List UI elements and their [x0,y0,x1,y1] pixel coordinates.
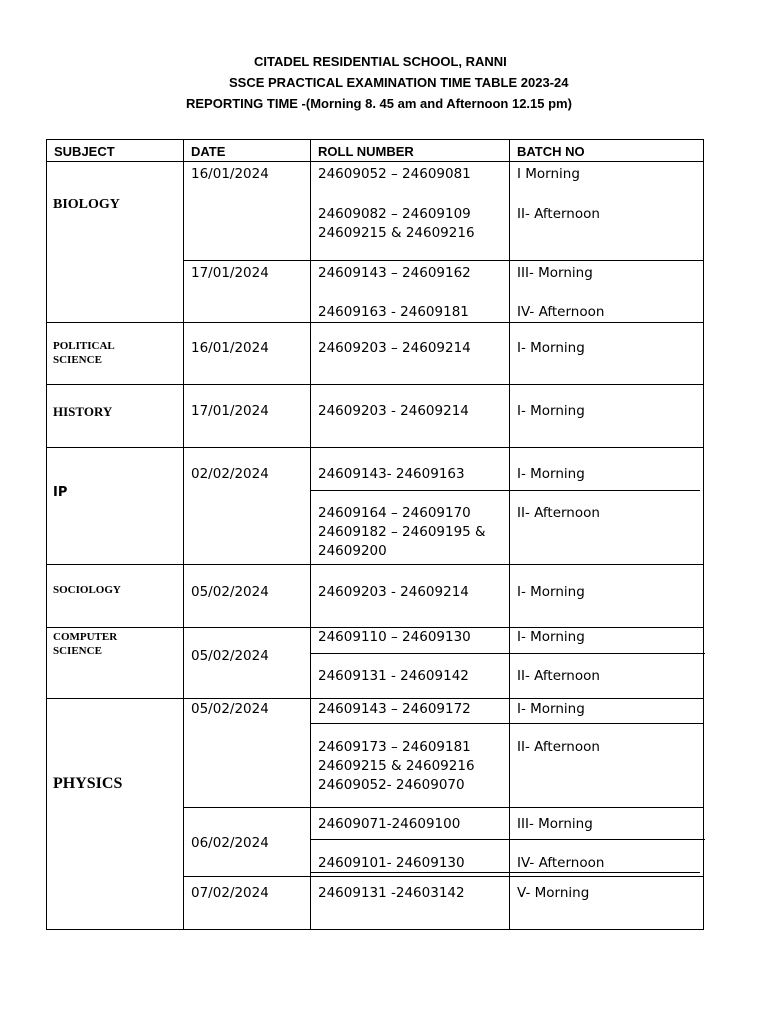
batch-value: I- Morning [517,403,585,419]
col-header-roll-number: ROLL NUMBER [311,140,510,162]
date-cell [184,877,311,930]
roll-value: 24609173 – 24609181 [318,739,471,755]
roll-cell [311,699,510,808]
roll-cell [311,385,510,448]
table-row [47,628,704,699]
date-value: 16/01/2024 [191,166,269,182]
batch-cell [510,699,704,808]
roll-value: 24609131 -24603142 [318,885,465,901]
batch-cell [510,385,704,448]
date-value: 16/01/2024 [191,340,269,356]
roll-cell [311,877,510,930]
roll-value: 24609182 – 24609195 & [318,524,486,540]
batch-value: I- Morning [517,340,585,356]
date-value: 17/01/2024 [191,403,269,419]
subject-label: SCIENCE [53,645,102,657]
batch-value: I Morning [517,166,580,182]
batch-value: II- Afternoon [517,505,600,521]
roll-value: 24609203 – 24609214 [318,340,471,356]
batch-cell [510,261,704,323]
date-cell [184,261,311,323]
date-cell [184,699,311,808]
roll-value: 24609052- 24609070 [318,777,465,793]
subject-cell [47,323,184,385]
date-cell [184,323,311,385]
roll-value: 24609131 - 24609142 [318,668,469,684]
subject-label: BIOLOGY [53,197,120,212]
document-title: SSCE PRACTICAL EXAMINATION TIME TABLE 2023-24 [229,75,569,90]
date-cell [184,808,311,877]
roll-value: 24609101- 24609130 [318,855,465,871]
physics-batch-divider-1 [310,723,703,724]
date-cell [184,385,311,448]
roll-value: 24609215 & 24609216 [318,758,475,774]
roll-value: 24609082 – 24609109 [318,206,471,222]
roll-cell [311,565,510,628]
batch-cell [510,628,704,699]
batch-value: I- Morning [517,584,585,600]
roll-cell [311,448,510,565]
date-value: 17/01/2024 [191,265,269,281]
col-header-batch-no: BATCH NO [510,140,704,162]
roll-value: 24609143- 24609163 [318,466,465,482]
roll-value: 24609200 [318,543,387,559]
batch-cell [510,448,704,565]
roll-value: 24609071-24609100 [318,816,461,832]
batch-value: IV- Afternoon [517,855,605,871]
date-value: 05/02/2024 [191,701,269,717]
header-row [47,140,704,162]
subject-label: SCIENCE [53,354,102,366]
roll-cell [311,323,510,385]
subject-cell [47,699,184,930]
batch-value: V- Morning [517,885,590,901]
date-cell [184,565,311,628]
col-header-date: DATE [184,140,311,162]
reporting-time: REPORTING TIME -(Morning 8. 45 am and Afternoon 12.15 pm) [186,96,572,111]
date-cell [184,628,311,699]
roll-cell [311,628,510,699]
roll-value: 24609163 - 24609181 [318,304,469,320]
date-value: 05/02/2024 [191,648,269,664]
roll-value: 24609164 – 24609170 [318,505,471,521]
batch-value: I- Morning [517,701,585,717]
subject-cell [47,162,184,323]
roll-value: 24609203 - 24609214 [318,584,469,600]
table-row [47,323,704,385]
batch-value: I- Morning [517,466,585,482]
subject-label: HISTORY [53,404,113,419]
date-value: 07/02/2024 [191,885,269,901]
date-value: 06/02/2024 [191,835,269,851]
subject-cell [47,565,184,628]
table-row [47,385,704,448]
roll-value: 24609203 - 24609214 [318,403,469,419]
subject-label: SOCIOLOGY [53,584,121,596]
batch-value: II- Afternoon [517,739,600,755]
table-row [47,565,704,628]
roll-cell [311,162,510,261]
batch-value: III- Morning [517,265,593,281]
batch-cell [510,323,704,385]
roll-value: 24609143 – 24609172 [318,701,471,717]
subject-label: IP [53,485,68,500]
table-row [47,699,704,808]
subject-cell [47,385,184,448]
batch-value: II- Afternoon [517,668,600,684]
roll-cell [311,261,510,323]
batch-value: IV- Afternoon [517,304,605,320]
timetable [46,139,704,930]
batch-cell [510,808,704,877]
ip-batch-divider [310,490,700,491]
date-value: 02/02/2024 [191,466,269,482]
school-name: CITADEL RESIDENTIAL SCHOOL, RANNI [254,54,507,69]
physics-batch-divider-3 [310,872,700,873]
physics-batch-divider-2 [310,839,705,840]
subject-label: COMPUTER [53,631,118,643]
batch-value: I- Morning [517,629,585,645]
roll-value: 24609052 – 24609081 [318,166,471,182]
roll-value: 24609215 & 24609216 [318,225,475,241]
roll-cell [311,808,510,877]
subject-label: PHYSICS [53,775,123,792]
roll-value: 24609110 – 24609130 [318,629,471,645]
roll-value: 24609143 – 24609162 [318,265,471,281]
batch-cell [510,877,704,930]
subject-label: POLITICAL [53,340,115,352]
table-row [47,162,704,261]
date-value: 05/02/2024 [191,584,269,600]
date-cell [184,448,311,565]
subject-cell [47,628,184,699]
subject-cell [47,448,184,565]
batch-cell [510,162,704,261]
cs-batch-divider [310,653,705,654]
table-row [47,448,704,565]
batch-value: III- Morning [517,816,593,832]
date-cell [184,162,311,261]
batch-value: II- Afternoon [517,206,600,222]
batch-cell [510,565,704,628]
col-header-subject: SUBJECT [47,140,184,162]
